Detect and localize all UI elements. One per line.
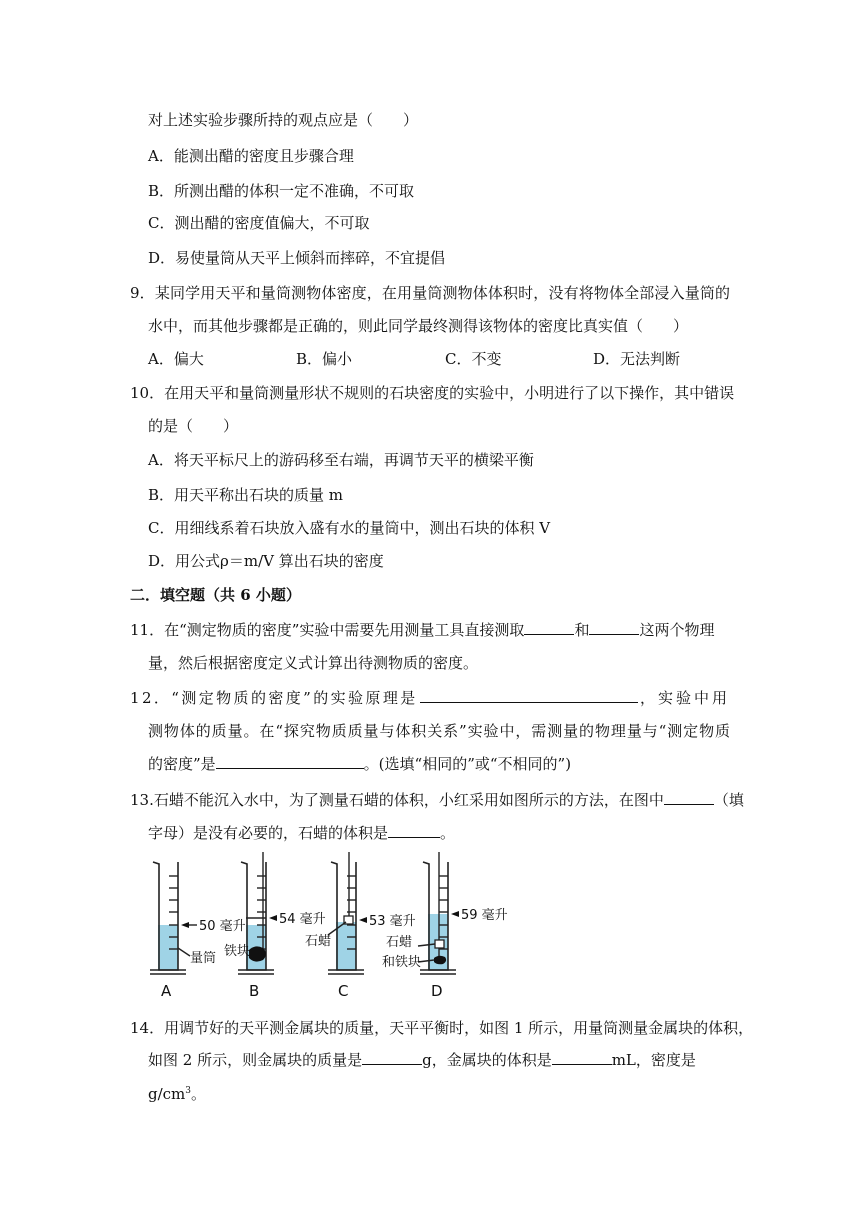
- q12-text-2: ，实验中用: [639, 689, 730, 707]
- q11-text-3: 这两个物理: [639, 621, 715, 639]
- cylinder-b-reading: 54 毫升: [279, 912, 326, 927]
- q12-text-3: 的密度”是: [148, 755, 216, 773]
- iron-block-b: [249, 946, 266, 961]
- q14-line1: 14．用调节好的天平测金属块的质量，天平平衡时，如图 1 所示，用量筒测量金属块的体积，: [130, 1019, 754, 1037]
- q13-blank-2[interactable]: [388, 823, 440, 838]
- q10-option-c: C．用细线系着石块放入盛有水的量筒中，测出石块的体积 V: [148, 519, 551, 537]
- cylinder-b-label: 铁块: [224, 944, 251, 959]
- cylinder-d-label-1: 石蜡: [386, 935, 413, 950]
- wax-block-d: [435, 940, 444, 948]
- q12-text-1: 12．“测定物质的密度”的实验原理是: [130, 689, 418, 707]
- measuring-cylinders-figure: [145, 850, 545, 1002]
- q12-line3: [148, 754, 571, 774]
- q11-blank-1[interactable]: [524, 620, 574, 635]
- q12-blank-2[interactable]: [216, 754, 364, 769]
- q14-unit-exponent: 3: [185, 1086, 192, 1096]
- q14-unit: g/cm: [148, 1085, 186, 1103]
- q9-option-a: A．偏大: [148, 350, 204, 368]
- q11-line2: 量，然后根据密度定义式计算出待测物质的密度。: [148, 654, 479, 672]
- section-title: 二．填空题（共 6 小题）: [130, 586, 301, 604]
- q14-text-1: 如图 2 所示，则金属块的质量是: [148, 1051, 363, 1069]
- q13-blank-1[interactable]: [664, 790, 714, 805]
- cylinder-c-reading: 53 毫升: [369, 914, 416, 929]
- q9-line2: 水中，而其他步骤都是正确的，则此同学最终测得该物体的密度比真实值（ ）: [148, 317, 689, 335]
- q14-line3: [148, 1084, 206, 1104]
- cylinder-d-label-2: 和铁块: [382, 955, 422, 970]
- q11-blank-2[interactable]: [589, 620, 639, 635]
- q14-blank-volume[interactable]: [552, 1050, 612, 1065]
- cylinder-a-reading: 50 毫升: [199, 919, 246, 934]
- q13-line1: [130, 790, 744, 810]
- q13-text-1: 13.石蜡不能沉入水中，为了测量石蜡的体积，小红采用如图所示的方法，在图中: [130, 791, 664, 809]
- q8-option-d: D．易使量筒从天平上倾斜而摔碎，不宜提倡: [148, 249, 446, 267]
- cylinder-c-letter: C: [338, 982, 349, 1000]
- cylinder-c-water: [336, 922, 356, 970]
- q8-option-c: C．测出醋的密度值偏大，不可取: [148, 214, 370, 232]
- q8-option-a: A．能测出醋的密度且步骤合理: [148, 147, 354, 165]
- q8-stem: 对上述实验步骤所持的观点应是（ ）: [148, 111, 419, 129]
- q11-line1: [130, 620, 714, 640]
- q10-line1: 10．在用天平和量筒测量形状不规则的石块密度的实验中，小明进行了以下操作，其中错误: [130, 384, 735, 402]
- q10-option-d: D．用公式ρ＝m/V 算出石块的密度: [148, 552, 384, 570]
- q14-line2: [148, 1050, 696, 1070]
- q13-text-3: 字母）是没有必要的，石蜡的体积是: [148, 824, 389, 842]
- q11-text-1: 11．在“测定物质的密度”实验中需要先用测量工具直接测取: [130, 621, 525, 639]
- q8-option-b: B．所测出醋的体积一定不准确，不可取: [148, 182, 415, 200]
- cylinder-a-letter: A: [161, 982, 172, 1000]
- q9-option-c: C．不变: [445, 350, 502, 368]
- cylinder-d-letter: D: [431, 982, 443, 1000]
- q10-line2: 的是（ ）: [148, 417, 239, 435]
- q14-blank-mass[interactable]: [362, 1050, 422, 1065]
- q12-text-4: 。(选填“相同的”或“不相同的”): [363, 755, 572, 773]
- q10-option-a: A．将天平标尺上的游码移至右端，再调节天平的横梁平衡: [148, 451, 534, 469]
- q11-text-2: 和: [574, 621, 590, 639]
- q9-option-d: D．无法判断: [593, 350, 681, 368]
- cylinder-d-reading: 59 毫升: [461, 908, 508, 923]
- q13-text-2: （填: [713, 791, 744, 809]
- q12-line2: 测物体的质量。在“探究物质质量与体积关系”实验中，需测量的物理量与“测定物质: [148, 722, 730, 740]
- q9-option-b: B．偏小: [296, 350, 353, 368]
- cylinder-a: [150, 862, 246, 1000]
- cylinder-c-label: 石蜡: [305, 934, 332, 949]
- q12-blank-1[interactable]: [420, 688, 638, 703]
- q10-option-b: B．用天平称出石块的质量 m: [148, 486, 344, 504]
- iron-block-d: [434, 956, 446, 965]
- q12-line1: [130, 688, 730, 708]
- q14-text-3: mL，密度是: [611, 1051, 696, 1069]
- q13-line2: [148, 823, 455, 843]
- q13-text-4: 。: [440, 824, 456, 842]
- q14-end: 。: [191, 1085, 207, 1103]
- cylinder-a-label: 量筒: [190, 951, 217, 966]
- cylinder-a-water: [158, 925, 178, 970]
- cylinder-b-letter: B: [249, 982, 260, 1000]
- q14-text-2: g，金属块的体积是: [422, 1051, 552, 1069]
- q9-line1: 9．某同学用天平和量筒测物体密度，在用量筒测物体体积时，没有将物体全部浸入量筒的: [130, 284, 730, 302]
